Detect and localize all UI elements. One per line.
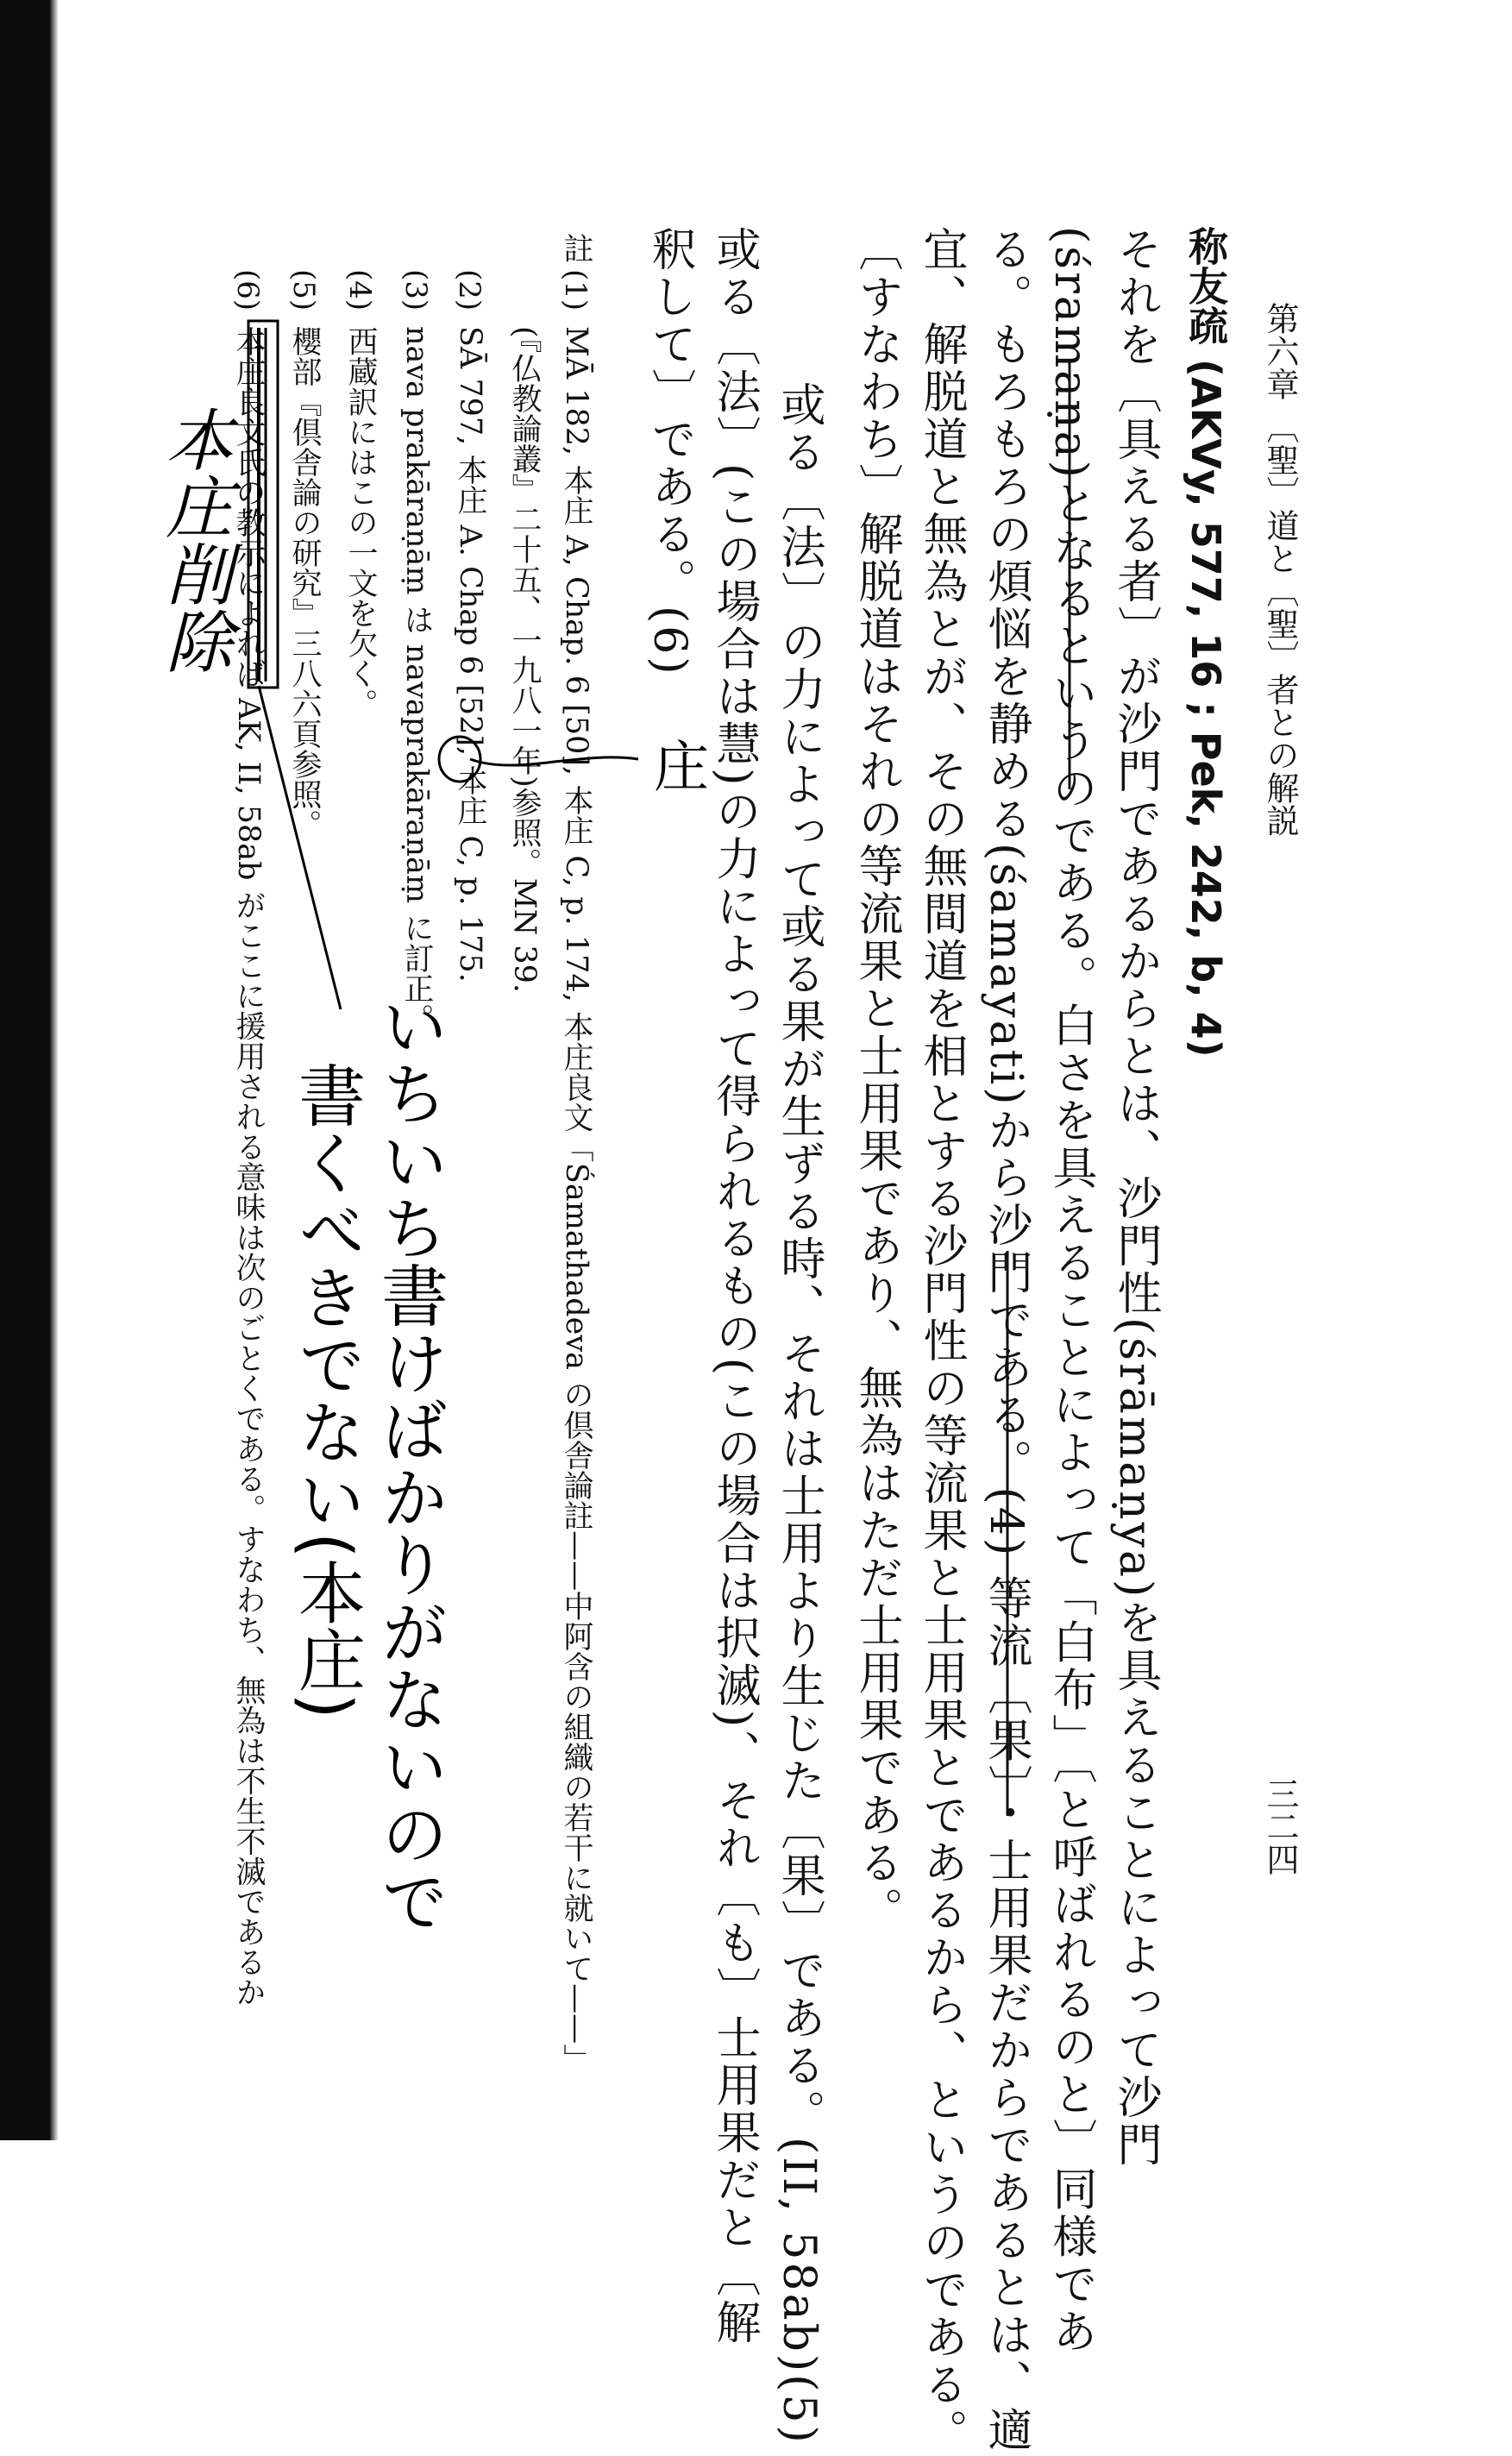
body-line-6: 或る〔法〕の力によって或る果が生ずる時、それは士用より生じた〔果〕である。(II, 58ab)(5) <box>773 381 825 2446</box>
handwritten-margin-comment-2: 書くべきでない(本庄) <box>287 1061 365 1719</box>
note-number: (3) <box>398 269 433 311</box>
body-line-1: それを〔具える者〕が沙門であるからとは、沙門性(śrāmaṇya)を具えることによって沙門 <box>1109 226 1161 2170</box>
notes-label: 註 <box>559 233 593 263</box>
circled-character <box>439 737 480 782</box>
body-line-2: (śramaṇa)となるというのである。白さを具えることによって「白布」〔と呼ばれるのと〕同様であ <box>1045 226 1096 2356</box>
note-text: 櫻部『倶舎論の研究』三八六頁参照。 <box>287 326 322 839</box>
body-line-3: る。もろもろの煩悩を静める(śamayati)から沙門である。(4) 等流〔果〕・士用果だからであるとは、適 <box>980 226 1032 2454</box>
handwritten-correction: 庄 <box>644 738 708 793</box>
handwritten-margin-comment-1: いちいち書けばかりがないので <box>370 992 448 1934</box>
note-text: 本庄良文氏の教示によれば AK, II, 58ab がここに援用される意味は次のごとくである。すなわち、無為は不生不滅であるか <box>231 326 266 2007</box>
body-line-4: 宜、解脱道と無為とが、その無間道を相とする沙門性の等流果と士用果とであるから、というのである。 <box>915 226 967 2456</box>
comment-leader-line <box>259 686 341 1009</box>
handwritten-deletion-note: 本庄削除 <box>154 405 232 675</box>
note-number: (1) <box>558 269 593 311</box>
body-line-7: 或る〔法〕(この場合は慧)の力によって得られるもの(この場合は択滅)、それ〔も〕士用果だと〔解 <box>708 226 760 2347</box>
note-number: (5) <box>286 269 321 311</box>
body-line-5: 〔すなわち〕解脱道はそれの等流果と士用果であり、無為はただ士用果である。 <box>850 226 902 1934</box>
page-number: 三二四 <box>1261 1777 1299 1875</box>
correction-leader-line <box>470 757 638 765</box>
note-text: MĀ 182, 本庄 A, Chap. 6 [50], 本庄 C, p. 174, 本庄良文「Śamathadeva の倶舎論註——中阿含の組織の若干に就いて——」 <box>559 326 593 2075</box>
note-number: (2) <box>452 269 486 311</box>
deletion-box <box>248 321 278 688</box>
section-title: 称友疏 (AKVy, 577, 16 ; Pek, 242, b, 4) <box>1183 226 1229 1058</box>
note-text-continued: (『仏教論叢』二十五、一九八一年)参照。MN 39. <box>507 326 542 994</box>
note-number: (4) <box>342 269 377 311</box>
body-line-8: 釈して〕である。(6) <box>643 226 695 677</box>
note-text: 西蔵訳にはこの一文を欠く。 <box>343 326 378 719</box>
note-text: nava prakāraṇāṃ は navaprakāraṇāṃ に訂正。 <box>399 326 434 1034</box>
chapter-header: 第六章 〔聖〕道と〔聖〕者との解説 <box>1261 302 1299 838</box>
note-number: (6) <box>230 269 265 311</box>
note-text: SĀ 797, 本庄 A. Chap 6 [52], 本庄 C, p. 175. <box>453 326 487 983</box>
